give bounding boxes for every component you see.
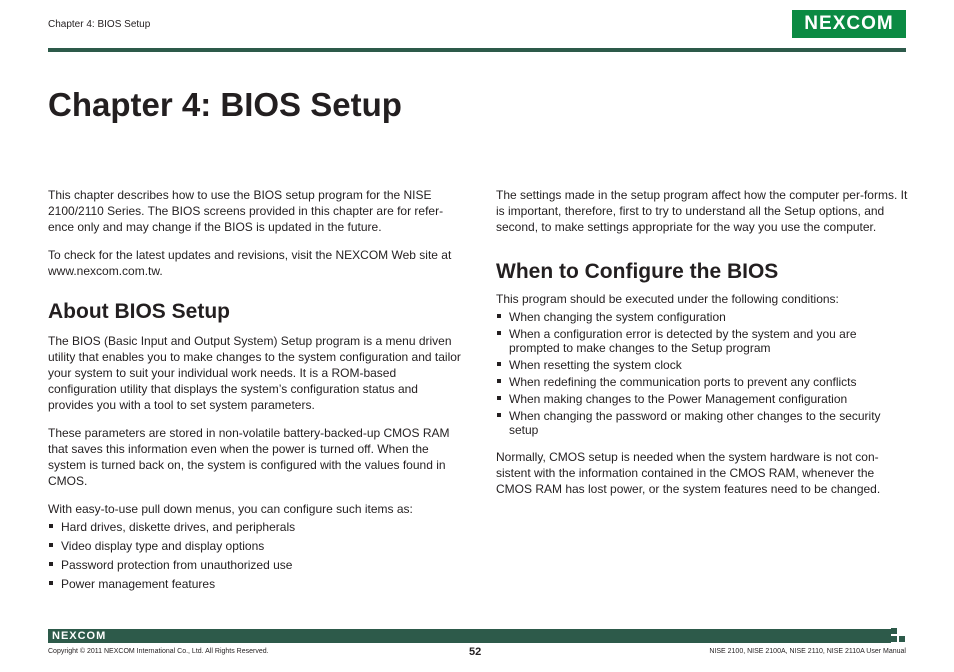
conditions-intro: This program should be executed under the following conditions:: [496, 292, 839, 306]
about-paragraph-1: The BIOS (Basic Input and Output System) Setup program is a menu driven utility that enables you to make changes to the system configuration and tailor your system to suit your individual work needs. It is a ROM-based configuration utility that displays the system’s configuration status and provides you with a tool to set system parameters.: [48, 334, 461, 412]
list-item: Video display type and display options: [48, 539, 463, 553]
closing-paragraph: Normally, CMOS setup is needed when the system hardware is not con-sistent with the information contained in the CMOS RAM, whenever the CMOS RAM has lost power, or the system features need to be changed.: [496, 450, 881, 496]
settings-paragraph: The settings made in the setup program affect how the computer per-forms. It is important, therefore, first to try to understand all the Setup options, and second, to make settings appropriate for the way you use the computer.: [496, 188, 908, 234]
footer-bar: [48, 629, 891, 643]
configurable-items-list: [48, 520, 463, 591]
header-rule: [48, 48, 906, 52]
right-column: [496, 187, 908, 509]
list-item: Password protection from unauthorized use: [48, 558, 463, 572]
when-to-configure-heading: When to Configure the BIOS: [496, 260, 779, 283]
logo-text-ne: NE: [804, 13, 833, 34]
copyright-text: Copyright © 2011 NEXCOM International Co., Ltd. All Rights Reserved.: [48, 648, 269, 655]
list-item: Power management features: [48, 577, 463, 591]
page-number: 52: [469, 646, 482, 658]
about-bios-heading: About BIOS Setup: [48, 300, 230, 323]
footer-squares-decoration: [891, 628, 907, 644]
manual-title: NISE 2100, NISE 2100A, NISE 2110, NISE 2110A User Manual: [709, 648, 906, 655]
list-item: When changing the system configuration: [496, 310, 908, 324]
list-item: When resetting the system clock: [496, 358, 908, 372]
about-paragraph-2: These parameters are stored in non-volatile battery-backed-up CMOS RAM that saves this information even when the power is turned off. When the system is turned back on, the system is configured with the values found in CMOS.: [48, 426, 450, 488]
conditions-list: [496, 310, 908, 437]
list-item: When a configuration error is detected by the system and you are prompted to make changes to the Setup program: [496, 327, 908, 355]
intro-paragraph-2: To check for the latest updates and revisions, visit the NEXCOM Web site at www.nexcom.com.tw.: [48, 248, 452, 278]
intro-paragraph-1: This chapter describes how to use the BIOS setup program for the NISE 2100/2110 Series. The BIOS screens provided in this chapter are for refer-ence only and may change if the BIOS is updated in the future.: [48, 188, 444, 234]
about-paragraph-3: With easy-to-use pull down menus, you can configure such items as:: [48, 502, 413, 516]
list-item: When redefining the communication ports to prevent any conflicts: [496, 375, 908, 389]
footer-logo: NEXCOM: [52, 630, 107, 642]
left-column: [48, 187, 463, 603]
page-title: Chapter 4: BIOS Setup: [48, 86, 402, 123]
header-chapter-label: Chapter 4: BIOS Setup: [48, 19, 151, 30]
list-item: When changing the password or making other changes to the security setup: [496, 409, 908, 437]
logo-text-com: COM: [846, 13, 894, 34]
list-item: When making changes to the Power Management configuration: [496, 392, 908, 406]
list-item: Hard drives, diskette drives, and peripherals: [48, 520, 463, 534]
logo-text-x: X: [832, 13, 847, 34]
nexcom-logo: [792, 10, 906, 38]
